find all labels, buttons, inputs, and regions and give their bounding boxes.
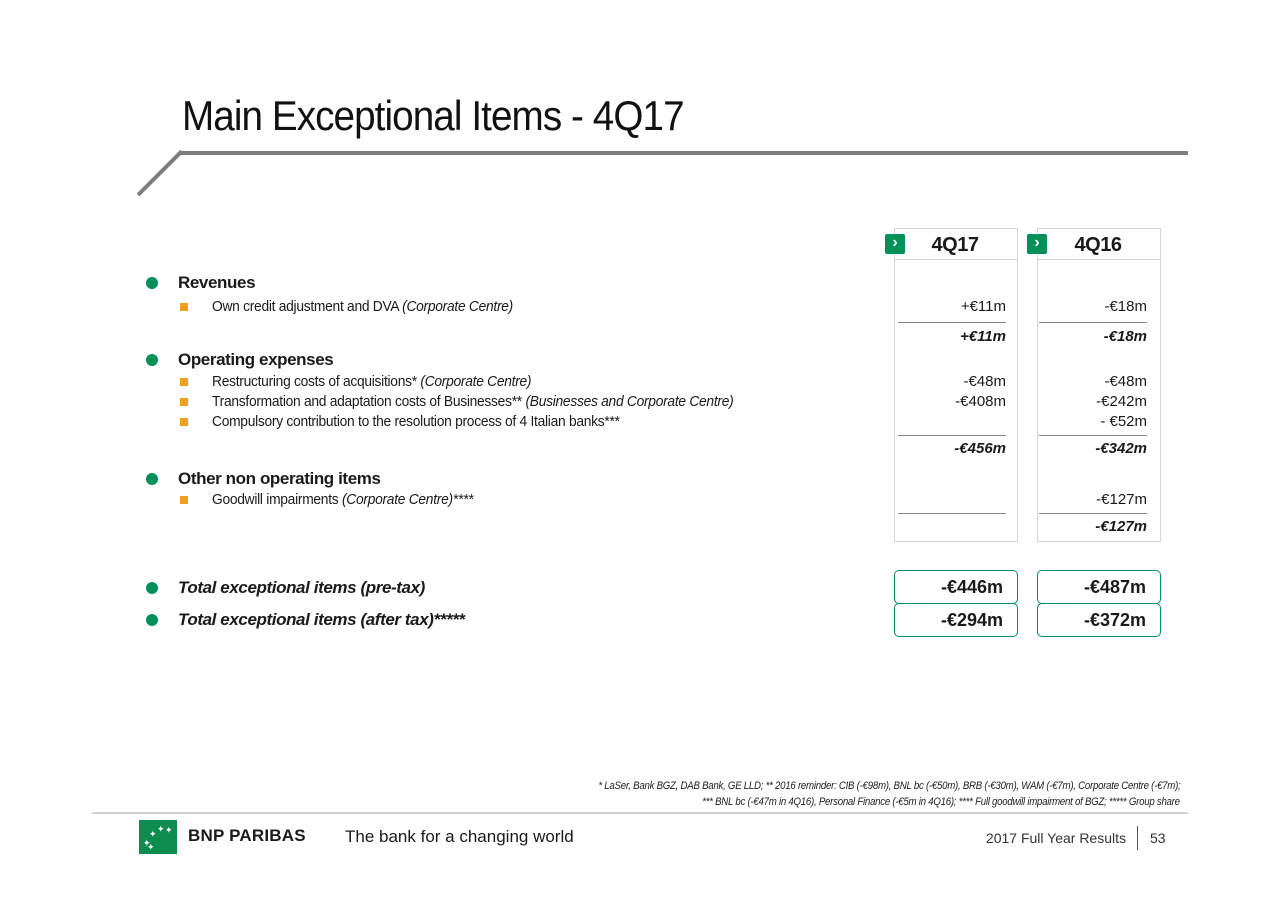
section-label: Other non operating items: [178, 469, 381, 488]
title-diagonal-accent: [137, 150, 184, 197]
total-4q17-box: -€294m: [894, 603, 1018, 637]
subtotal-4q17: +€11m: [959, 328, 1006, 345]
subtotal-rule: [898, 435, 1006, 436]
square-bullet-icon: [180, 398, 188, 406]
subtotal-4q16: -€342m: [1095, 440, 1147, 457]
section-other-non-operating: [0, 469, 1280, 491]
footer-divider: [92, 812, 1188, 814]
footnote-line-1: * LaSer, Bank BGZ, DAB Bank, GE LLD; ** 2016 reminder: CIB (-€98m), BNL bc (-€50m), BRB (-€30m), WAM (-€7m), Corporate Centre (-€7m);: [597, 780, 1180, 792]
column-header-4q17: [895, 229, 1017, 260]
bnp-stars-logo: ✦ ✦ ✦ ✦ ✦: [139, 820, 177, 854]
square-bullet-icon: [180, 496, 188, 504]
circle-bullet-icon: [146, 354, 158, 366]
value-4q17: -€408m: [955, 393, 1006, 410]
value-4q16: -€48m: [1104, 373, 1147, 390]
section-label: Operating expenses: [178, 350, 334, 369]
brand-name: BNP PARIBAS: [188, 826, 306, 845]
column-header-label: 4Q16: [1074, 234, 1122, 256]
total-4q17-box: -€446m: [894, 570, 1018, 604]
item-label: Goodwill impairments (Corporate Centre)****: [212, 491, 474, 508]
section-operating-expenses: [0, 350, 1280, 372]
total-label: Total exceptional items (after tax)*****: [178, 610, 465, 629]
subtotal-rule: [898, 513, 1006, 514]
circle-bullet-icon: [146, 582, 158, 594]
item-label: Own credit adjustment and DVA (Corporate Centre): [212, 298, 513, 315]
column-header-4q16: [1038, 229, 1160, 260]
subtotal-row: [0, 517, 1280, 539]
circle-bullet-icon: [146, 473, 158, 485]
table-row: [0, 412, 1280, 434]
value-4q16: -€18m: [1104, 298, 1147, 315]
page-number-separator: [1137, 826, 1138, 850]
total-4q16-box: -€487m: [1037, 570, 1161, 604]
table-row: [0, 297, 1280, 319]
value-4q16: -€242m: [1096, 393, 1147, 410]
section-label: Revenues: [178, 273, 256, 292]
column-header-label: 4Q17: [931, 234, 979, 256]
subtotal-row: [0, 439, 1280, 461]
circle-bullet-icon: [146, 277, 158, 289]
subtotal-4q17: -€456m: [954, 440, 1006, 457]
page-title: Main Exceptional Items - 4Q17: [182, 92, 684, 139]
total-label: Total exceptional items (pre-tax): [178, 578, 425, 597]
value-4q16: - €52m: [1100, 413, 1147, 430]
chevron-right-icon: ›: [1027, 234, 1047, 254]
page-number: 53: [1150, 830, 1166, 846]
subtotal-rule: [1039, 322, 1147, 323]
subtotal-rule: [1039, 513, 1147, 514]
item-label: Restructuring costs of acquisitions* (Corporate Centre): [212, 373, 532, 390]
chevron-right-icon: ›: [885, 234, 905, 254]
table-row: [0, 490, 1280, 512]
subtotal-rule: [898, 322, 1006, 323]
subtotal-row: [0, 327, 1280, 349]
value-4q17: +€11m: [960, 298, 1006, 315]
subtotal-4q16: -€127m: [1095, 518, 1147, 535]
item-label: Transformation and adaptation costs of Businesses** (Businesses and Corporate Centre): [212, 393, 734, 410]
square-bullet-icon: [180, 378, 188, 386]
value-4q16: -€127m: [1096, 491, 1147, 508]
brand-slogan: The bank for a changing world: [345, 827, 574, 846]
footnote-line-2: *** BNL bc (-€47m in 4Q16), Personal Finance (-€5m in 4Q16); **** Full goodwill impairment of BGZ; ***** Group share: [702, 796, 1180, 808]
deck-title: 2017 Full Year Results: [985, 830, 1126, 846]
square-bullet-icon: [180, 303, 188, 311]
circle-bullet-icon: [146, 614, 158, 626]
table-row: [0, 372, 1280, 394]
subtotal-4q16: -€18m: [1103, 328, 1147, 345]
title-underline: [180, 151, 1188, 155]
subtotal-rule: [1039, 435, 1147, 436]
square-bullet-icon: [180, 418, 188, 426]
value-4q17: -€48m: [963, 373, 1006, 390]
total-4q16-box: -€372m: [1037, 603, 1161, 637]
table-row: [0, 392, 1280, 414]
item-label: Compulsory contribution to the resolution process of 4 Italian banks***: [212, 413, 620, 430]
section-revenues: [0, 273, 1280, 295]
